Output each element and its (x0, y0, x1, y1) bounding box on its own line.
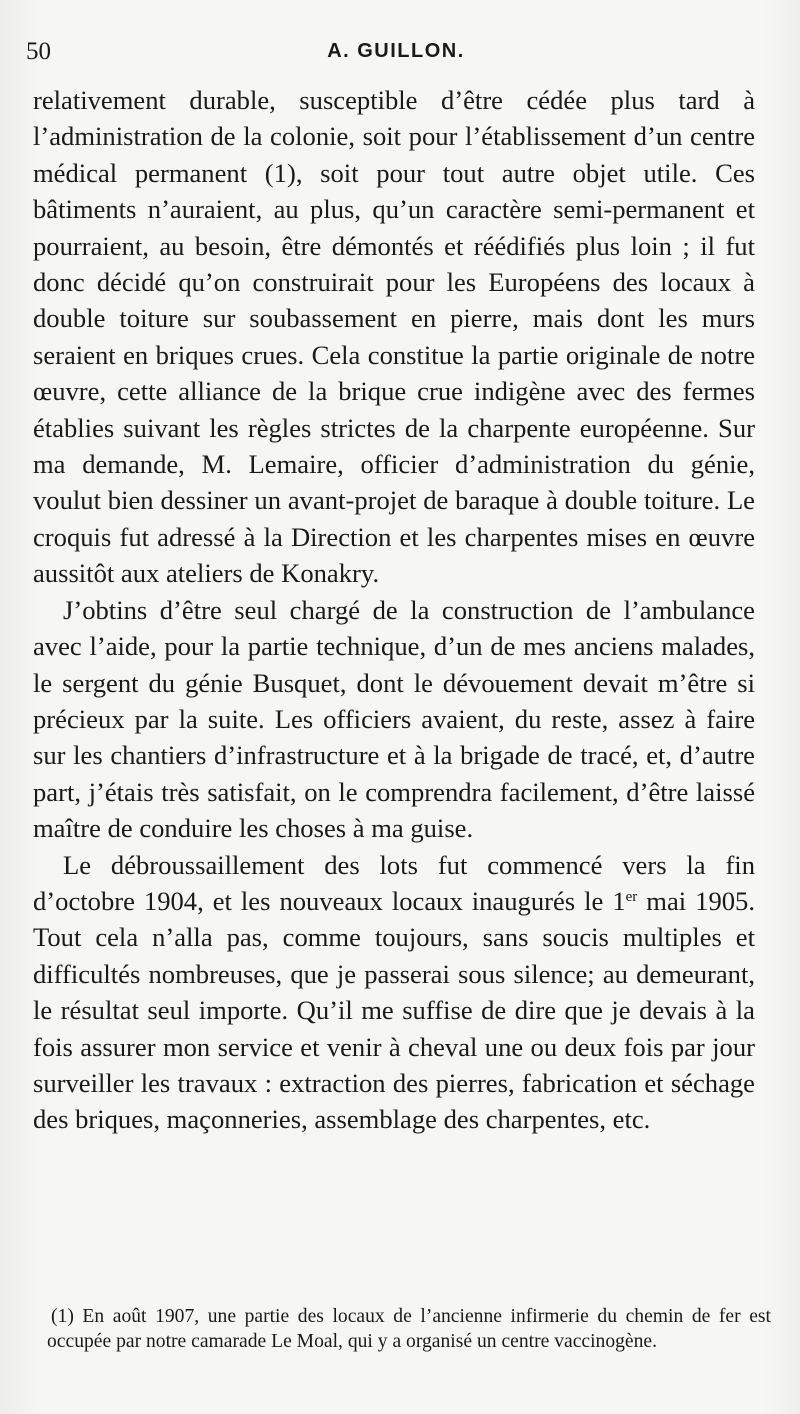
footnote-reference: (1) (264, 157, 296, 188)
paragraph-1-text-before: relativement durable, susceptible d’être cédée plus tard à l’administration de la colonie, soit pour l’établissement d’un centre médical permanent (33, 85, 755, 188)
footnote (47, 1305, 771, 1354)
running-head: A. GUILLON. (327, 40, 465, 62)
paragraph-3 (33, 847, 755, 1138)
paragraph-3-text-before: Le débroussaillement des lots fut commencé vers la fin d’octobre 1904, et les nouveaux locaux inaugurés le 1 (33, 849, 755, 916)
ordinal-superscript: er (625, 888, 638, 905)
footnote-text: (1) En août 1907, une partie des locaux de l’ancienne infirmerie du chemin de fer est occupée par notre camarade Le Moal, qui y a organisé un centre vaccinogène. (47, 1306, 771, 1352)
page-header (26, 38, 766, 72)
paragraph-1-text-after: , soit pour tout autre objet utile. Ces bâtiments n’auraient, au plus, qu’un caractère semi-permanent et pourraient, au besoin, être démontés et réédifiés plus loin ; il fut donc décidé qu’on construirait pour les Européens des locaux à double toiture sur soubassement en pierre, mais dont les murs seraient en briques crues. Cela constitue la partie originale de notre œuvre, cette alliance de la brique crue indigène avec des fermes établies suivant les règles strictes de la charpente européenne. Sur ma demande, M. Lemaire, officier d’administration du génie, voulut bien dessiner un avant-projet de baraque à double toiture. Le croquis fut adressé à la Direction et les charpentes mises en œuvre aussitôt aux ateliers de Konakry. (33, 157, 755, 589)
paragraph-3-text-after: mai 1905. Tout cela n’alla pas, comme toujours, sans soucis multiples et difficultés nombreuses, que je passerai sous silence; au demeurant, le résultat seul importe. Qu’il me suffise de dire que je devais à la fois assurer mon service et venir à cheval une ou deux fois par jour surveiller les travaux : extraction des pierres, fabrication et séchage des briques, maçonneries, assemblage des charpentes, etc. (33, 885, 755, 1135)
paragraph-2: J’obtins d’être seul chargé de la construction de l’ambulance avec l’aide, pour la partie technique, d’un de mes anciens malades, le sergent du génie Busquet, dont le dévouement devait m’être si précieux par la suite. Les officiers avaient, du reste, assez à faire sur les chantiers d’infrastructure et à la brigade de tracé, et, d’autre part, j’étais très satisfait, on le comprendra facilement, d’être laissé maître de conduire les choses à ma guise. (33, 594, 755, 844)
paragraph-1 (33, 82, 755, 592)
page-number: 50 (26, 38, 51, 65)
body-text (33, 82, 755, 1138)
